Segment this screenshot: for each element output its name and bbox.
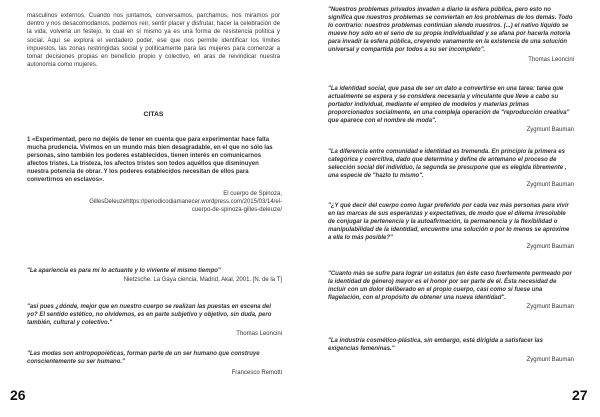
citation-text: "Las modas son antropopoiéticas, forman parte de un ser humano que construye conscientemente su ser humano." <box>27 351 260 365</box>
quote-attribution: Zygmunt Bauman <box>526 243 574 250</box>
citation-attribution: Nietzsche. La Gaya ciencia, Madrid, Akal, 2001. [N. de la T] <box>123 276 282 283</box>
page-number: 26 <box>10 387 26 403</box>
citation-attribution: Francesco Remotti <box>231 369 282 376</box>
quote-text: "La industria cosmético-plástica, sin embargo, está dirigida a satisfacer las exigencias femeninas." <box>328 338 543 352</box>
quote-4 <box>328 203 574 251</box>
quote-text: "Cuanto más se sufre para lograr un estatus (en éste caso fuertemente permeado por la identidad de género) mayor es el honor por ser parte de él. Ésta necesidad de incluir con un dolor deliberado en el propio cuerpo, casi como si fuese una flagelación, con el propósito de obtener una nueva identidad". <box>328 271 572 301</box>
quote-6 <box>328 338 574 364</box>
quote-text: "La diferencia entre comunidad e identidad es tremenda. En principio la primera es categórica y coercitiva, dado que determina y define de antemano el proceso de selección social del individuo, la segunda se presupone que es elegida libremente , una especie de "hazlo tu mismo". <box>328 149 567 179</box>
citation-link[interactable]: GillesDeleuzehttps://periodicodiamanecer.wordpress.com/2015/03/14/el-cuerpo-de-spinoza-gilles-deleuze/ <box>89 199 282 214</box>
quote-attribution: Zygmunt Bauman <box>526 126 574 133</box>
quote-attribution: Zygmunt Bauman <box>526 181 574 188</box>
quote-attribution: Zygmunt Bauman <box>526 356 574 363</box>
citation-1 <box>27 137 282 214</box>
quote-attribution: Zygmunt Bauman <box>526 303 574 310</box>
quote-5 <box>328 271 574 311</box>
page-number: 27 <box>572 387 588 403</box>
quote-2 <box>328 86 574 134</box>
citation-text: "así pues ¿dónde, mejor que en nuestro cuerpo se realizan las puestas en escena del yo? El sentido estético, no olvidemos, es en parte subjetivo y objetivo, sin duda, pero también, cultural y colectivo." <box>27 304 272 326</box>
quote-text: "La identidad social, que pasa de ser un dato a convertirse en una tarea: tarea que actualmente se espera y se considera necesaria y vinculante que lleve a cabo su portador individual, mediante el empleo de modelos y materias primas proporcionados socialmente, en una compleja operación de "reproducción creativa" que aparece con el nombre de moda". <box>328 86 570 124</box>
quote-3 <box>328 149 574 189</box>
quote-1 <box>328 7 574 64</box>
citation-text: "La apariencia es para mí lo actuante y lo viviente el mismo tiempo" <box>27 268 221 274</box>
citation-attribution: Thomas Leoncini <box>236 330 282 337</box>
citation-text: 1 «Experimentad, pero no dejéis de tener en cuenta que para experimentar hace falta mucha prudencia. Vivimos en un mundo más bien desagradable, en el que no sólo las personas, sino también los poderes establecidos, tienen interés en comunicarnos afectos tristes. La tristeza, los afectos tristes son todos aquéllos que disminuyen nuestra potencia de obrar. Y los poderes establecidos necesitan de ellos para convertirnos en esclavos». <box>27 137 273 183</box>
citation-3 <box>27 304 282 338</box>
citation-2 <box>27 268 282 284</box>
intro-paragraph: masculinos externos. Cuando nos juntamos, conversamos, parchamos, nos miramos por dentro y nos desacomodamos, podemos reír, sentir placer y disfrutar, hacer la celebración de la vida, volverla un festejo, lo cual en sí mismo ya es una forma de resistencia política y social. Aquí se explora el verdadero poder, ese que nos permite identificar los límites impuestos, las zonas restringidas social y políticamente para las mujeres para comenzar a tomar decisiones propias en beneficio propio y colectivo, en aras de reivindicar nuestra autonomía como mujeres. <box>27 12 280 69</box>
quote-text: "Nuestros problemas privados invaden a diario la esfera pública, pero esto no significa que nuestros problemas se conviertan en los problemas de los demás. Todo lo contrario: nuestros problemas continúan siendo nuestros. (...) el nativo líquido se mueve hoy sólo en el seno de su propia individualidad y se afana por hacerla notoria para invadir la esfera pública, creyendo vanamente en la existencia de una solución universal y compartida por todos a su ser incompleto". <box>328 7 573 53</box>
quote-attribution: Thomas Leoncini <box>528 57 574 64</box>
citation-attribution: El cuerpo de Spinoza, <box>223 191 282 198</box>
quote-text: "¿Y qué decir del cuerpo como lugar preferido por cada vez más personas para vivir en las marcas de sus esperanzas y expectativas, de modo que el dilema irresoluble de conjugar la pertenencia y la autoafirmación, la permanencia y la flexibilidad o manipulabilidad de la identidad, encuentre una solución o por lo menos se aproxime a ella lo más posible?" <box>328 203 570 241</box>
section-title: CITAS <box>143 111 164 118</box>
right-page <box>300 0 600 417</box>
citation-4 <box>27 351 282 377</box>
